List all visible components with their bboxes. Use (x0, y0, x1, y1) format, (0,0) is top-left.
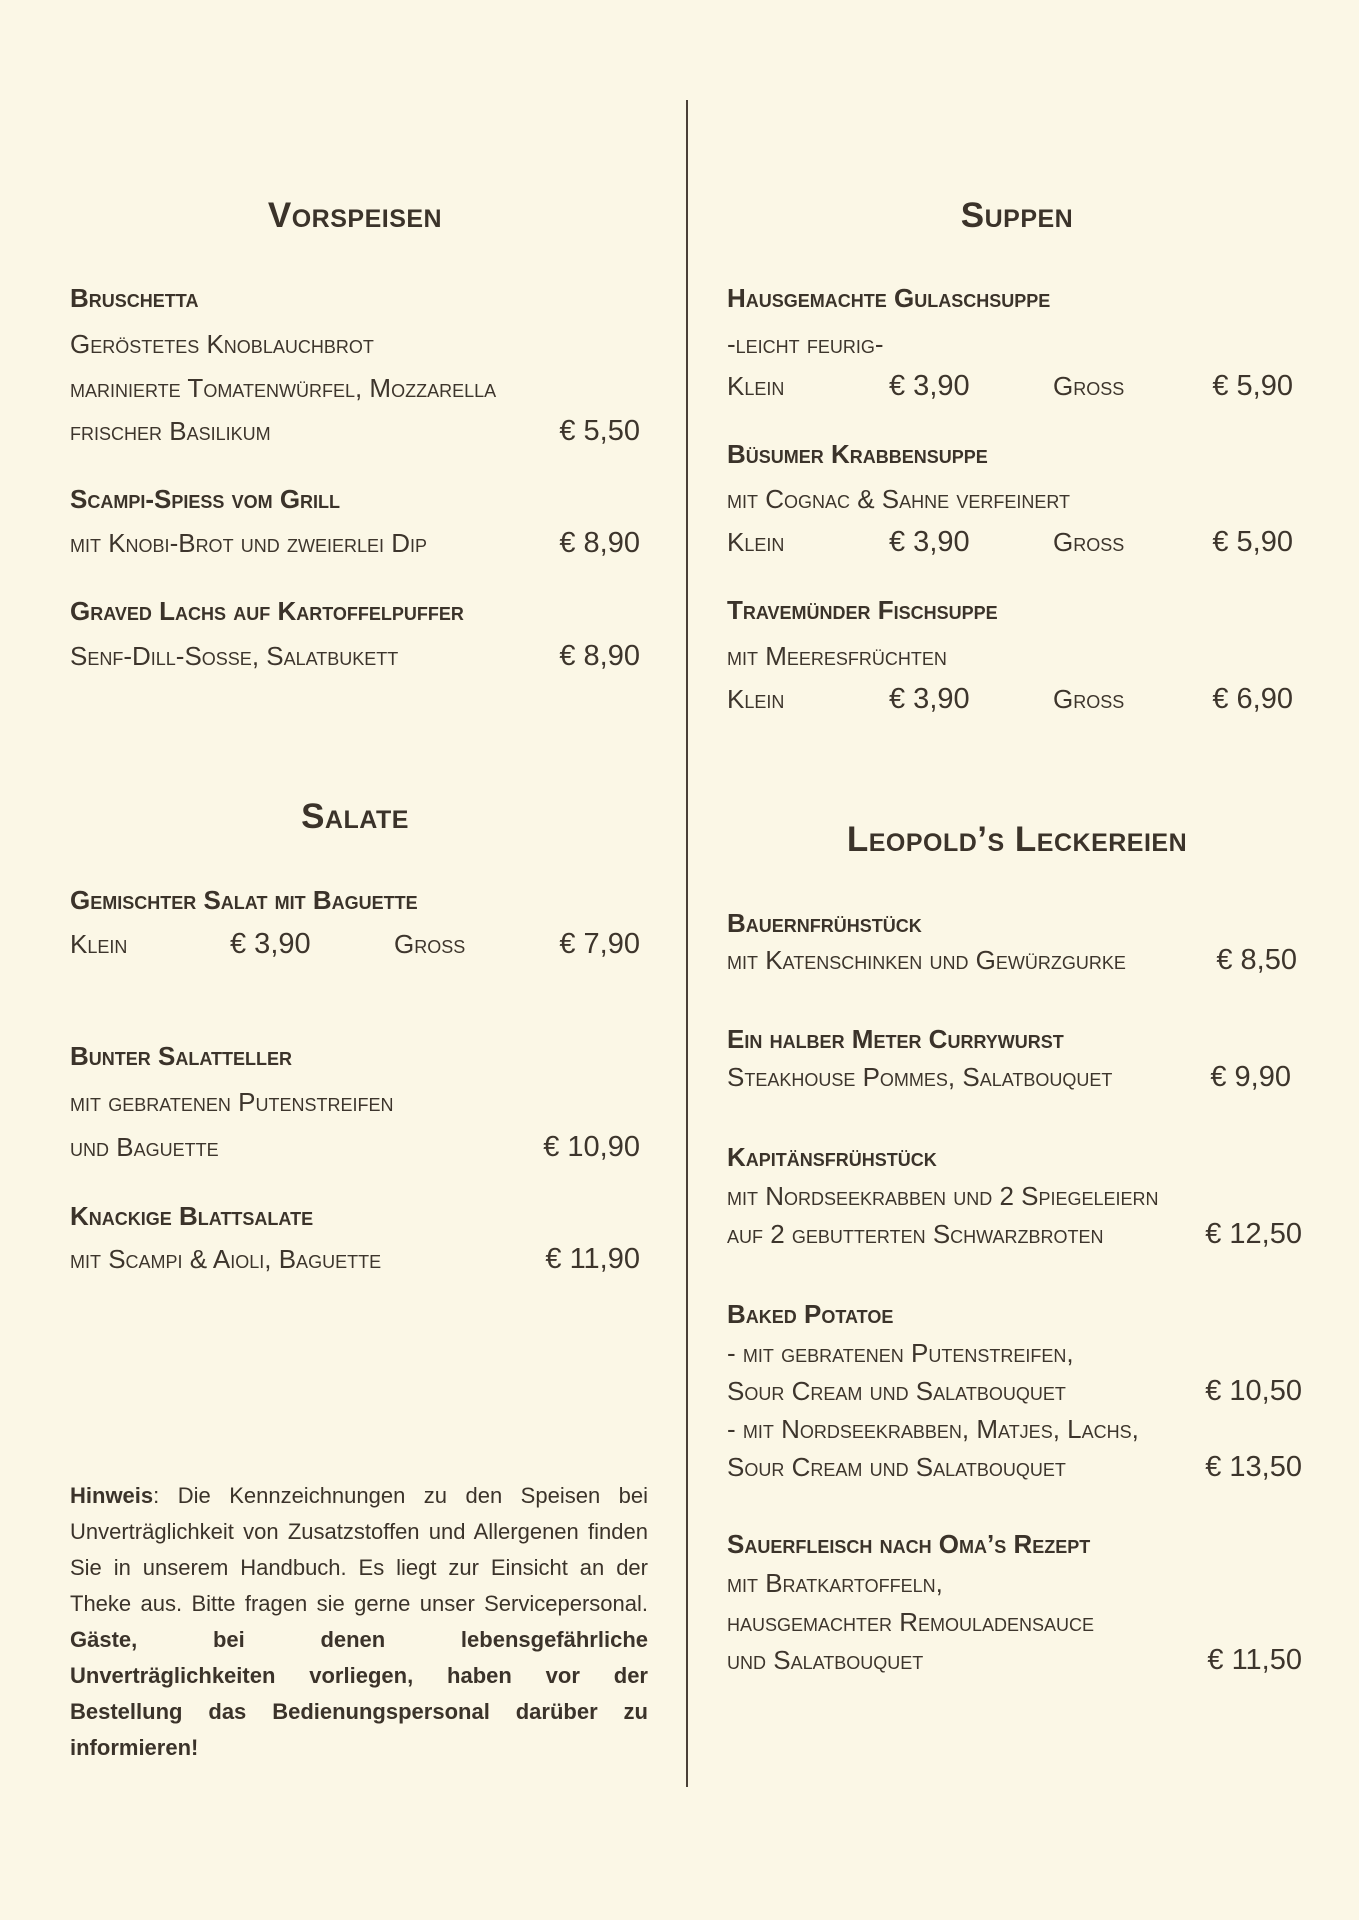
size-label-gross: Groß (394, 929, 466, 959)
dish-desc: Sour Cream und Salatbouquet (727, 1452, 1066, 1482)
dish-price: € 9,90 (1210, 1061, 1291, 1093)
dish-desc: - mit gebratenen Putenstreifen, (727, 1338, 1074, 1368)
price-gross: € 7,90 (559, 928, 640, 960)
dish-title: Hausgemachte Gulaschsuppe (727, 283, 1051, 313)
section-heading-vorspeisen: Vorspeisen (267, 196, 443, 235)
dish-price: € 10,90 (543, 1131, 640, 1163)
size-label-klein: Klein (727, 684, 785, 714)
dish-desc: hausgemachter Remouladensauce (727, 1607, 1095, 1637)
dish-title: Graved Lachs auf Kartoffelpuffer (70, 596, 464, 626)
dish-price: € 11,90 (545, 1243, 640, 1275)
dish-desc: mit Katenschinken und Gewürzgurke (727, 945, 1126, 975)
dish-desc: Geröstetes Knoblauchbrot (70, 329, 374, 359)
price-gross: € 6,90 (1212, 683, 1293, 715)
dish-title: Baked Potatoe (727, 1299, 894, 1329)
dish-desc: mit Scampi & Aioli, Baguette (70, 1244, 382, 1274)
dish-desc: Senf-Dill-Soße, Salatbukett (70, 641, 399, 671)
price-gross: € 5,90 (1212, 370, 1293, 402)
dish-desc: frischer Basilikum (70, 416, 271, 446)
dish-title: Sauerfleisch nach Oma’s Rezept (727, 1529, 1091, 1559)
dish-title: Büsumer Krabbensuppe (727, 439, 988, 469)
dish-title: Kapitänsfrühstück (727, 1142, 937, 1172)
dish-title: Scampi-Spieß vom Grill (70, 484, 341, 514)
dish-desc-with-price (727, 1214, 1307, 1254)
price-klein: € 3,90 (889, 683, 970, 715)
price-klein: € 3,90 (889, 526, 970, 558)
dish-desc: Sour Cream und Salatbouquet (727, 1376, 1066, 1406)
dish-title: Knackige Blattsalate (70, 1201, 314, 1231)
dish-price: € 8,90 (559, 527, 640, 559)
dish-desc: und Salatbouquet (727, 1645, 924, 1675)
dish-desc-with-price (727, 1057, 1307, 1097)
dish-desc-with-price (70, 636, 640, 676)
dish-desc-with-price (727, 1447, 1307, 1487)
size-price-row (727, 366, 1307, 406)
size-label-gross: Groß (1053, 527, 1125, 557)
dish-title: Ein halber Meter Currywurst (727, 1024, 1064, 1054)
dish-title: Bunter Salatteller (70, 1041, 292, 1071)
dish-desc-with-price (70, 1127, 640, 1167)
notice-bold-text: Gäste, bei denen lebensgefährliche Unverträglichkeiten vorliegen, haben vor der Bestellung das Bedienungspersonal darüber zu informieren! (70, 1627, 648, 1760)
dish-desc-with-price (727, 940, 1307, 980)
section-heading-suppen: Suppen (960, 196, 1074, 235)
price-gross: € 5,90 (1212, 526, 1293, 558)
size-label-klein: Klein (70, 929, 128, 959)
notice-label: Hinweis (70, 1483, 154, 1508)
size-price-row (727, 679, 1307, 719)
column-divider (686, 100, 688, 1787)
dish-desc: mit Nordseekrabben und 2 Spiegeleiern (727, 1181, 1159, 1211)
dish-price: € 10,50 (1205, 1375, 1302, 1407)
size-label-gross: Groß (1053, 371, 1125, 401)
dish-price: € 8,90 (559, 640, 640, 672)
dish-title: Travemünder Fischsuppe (727, 595, 998, 625)
dish-desc: marinierte Tomatenwürfel, Mozzarella (70, 373, 497, 403)
allergen-notice (70, 1478, 648, 1766)
price-klein: € 3,90 (230, 928, 311, 960)
right-column (727, 0, 1307, 1920)
dish-desc: -leicht feurig- (727, 329, 884, 359)
dish-title: Bruschetta (70, 283, 199, 313)
dish-desc-with-price (70, 411, 640, 451)
dish-desc: - mit Nordseekrabben, Matjes, Lachs, (727, 1414, 1139, 1444)
dish-desc: auf 2 gebutterten Schwarzbroten (727, 1219, 1104, 1249)
size-price-row (727, 522, 1307, 562)
dish-desc-with-price (727, 1371, 1307, 1411)
dish-desc-with-price (70, 523, 640, 563)
section-heading-salate: Salate (301, 797, 409, 836)
dish-desc-with-price (70, 1239, 640, 1279)
dish-desc: Steakhouse Pommes, Salatbouquet (727, 1062, 1113, 1092)
dish-desc: mit Meeresfrüchten (727, 641, 947, 671)
dish-desc: mit Bratkartoffeln, (727, 1568, 943, 1598)
size-label-gross: Groß (1053, 684, 1125, 714)
dish-title: Bauernfrühstück (727, 908, 922, 938)
dish-price: € 11,50 (1207, 1644, 1302, 1676)
dish-price: € 5,50 (559, 415, 640, 447)
dish-price: € 13,50 (1205, 1451, 1302, 1483)
dish-desc: und Baguette (70, 1132, 219, 1162)
dish-desc: mit Cognac & Sahne verfeinert (727, 484, 1071, 514)
size-price-row (70, 924, 640, 964)
dish-desc-with-price (727, 1640, 1307, 1680)
dish-desc: mit Knobi-Brot und zweierlei Dip (70, 528, 428, 558)
notice-text: : Die Kennzeichnungen zu den Speisen bei Unverträglichkeit von Zusatzstoffen und Allergenen finden Sie in unserem Handbuch. Es liegt zur Einsicht an der Theke aus. Bitte fragen sie gerne unser Servicepersonal. (70, 1483, 648, 1616)
size-label-klein: Klein (727, 371, 785, 401)
size-label-klein: Klein (727, 527, 785, 557)
dish-price: € 8,50 (1216, 944, 1297, 976)
section-heading-leckereien: Leopold’s Leckereien (846, 820, 1188, 859)
dish-desc: mit gebratenen Putenstreifen (70, 1087, 394, 1117)
dish-title: Gemischter Salat mit Baguette (70, 885, 418, 915)
price-klein: € 3,90 (889, 370, 970, 402)
dish-price: € 12,50 (1205, 1218, 1302, 1250)
